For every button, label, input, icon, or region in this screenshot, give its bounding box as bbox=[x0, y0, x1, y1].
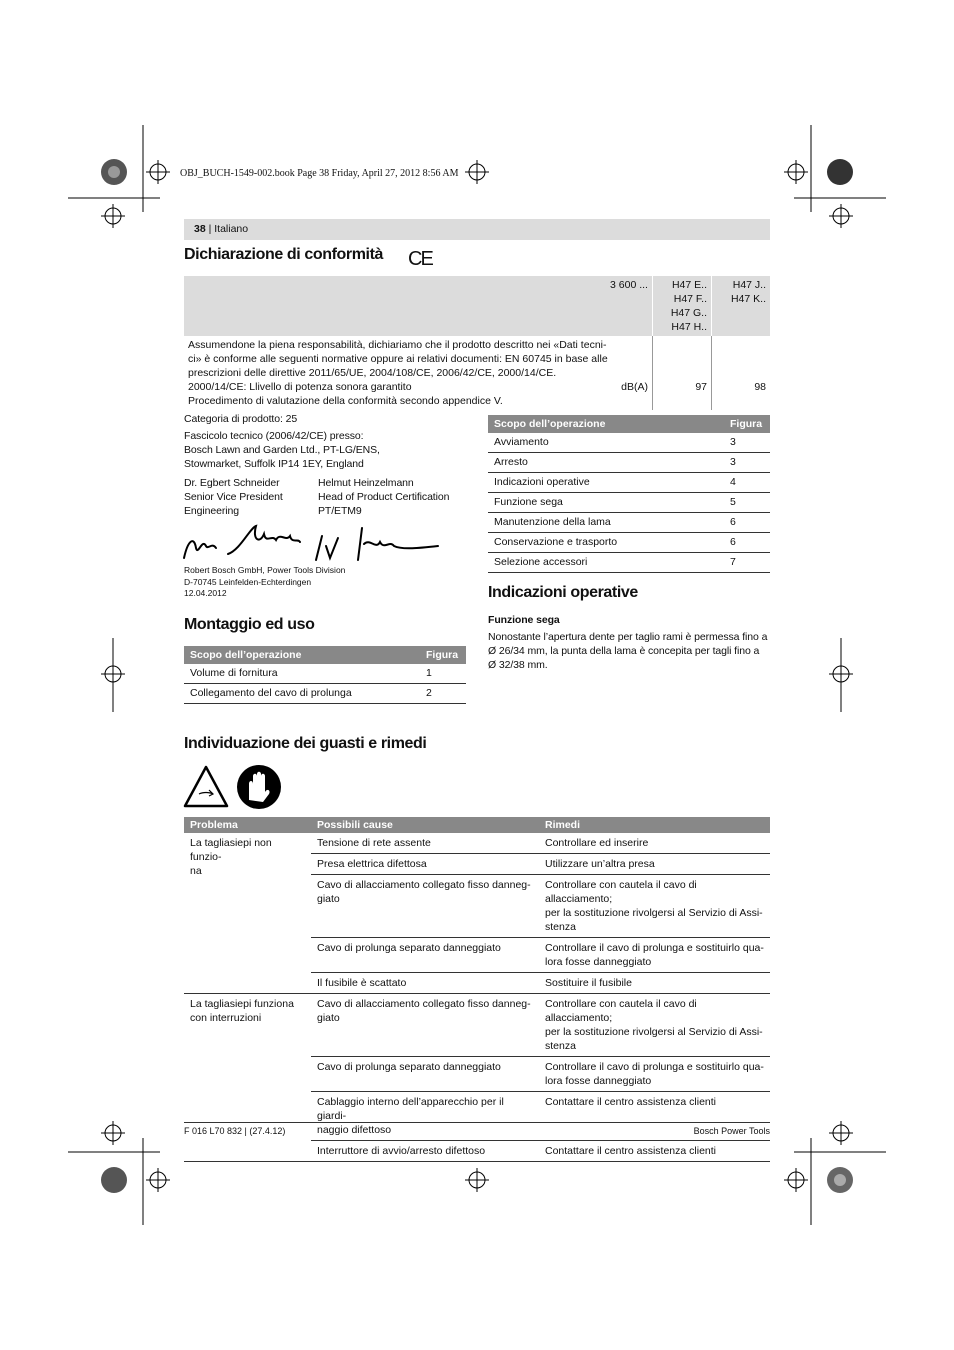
problem-cell bbox=[184, 994, 311, 1162]
col-header: Scopo dell’operazione bbox=[184, 646, 420, 664]
remedy-line: Contattare il centro assistenza clienti bbox=[545, 1145, 716, 1157]
cause-line: Cablaggio interno dell’apparecchio per il giardi- bbox=[317, 1096, 504, 1122]
cause-line: Cavo di prolunga separato danneggiato bbox=[317, 1061, 501, 1073]
cause-cell bbox=[311, 1092, 539, 1141]
table-row bbox=[488, 513, 770, 533]
cause-cell bbox=[311, 833, 539, 854]
conformity-title: Dichiarazione di conformità bbox=[184, 246, 384, 263]
company-info bbox=[184, 565, 345, 600]
conformity-text bbox=[184, 336, 652, 410]
cell: 4 bbox=[724, 473, 770, 493]
remedy-line: stenza bbox=[545, 921, 576, 933]
cell: Conservazione e trasporto bbox=[488, 533, 724, 553]
cell: 6 bbox=[724, 513, 770, 533]
assembly-title: Montaggio ed uso bbox=[184, 616, 315, 633]
remedy-cell bbox=[539, 994, 770, 1057]
cause-line: Cavo di allacciamento collegato fisso danneg- bbox=[317, 998, 531, 1010]
col-header: Rimedi bbox=[539, 817, 770, 833]
variant-b-1: H47 K.. bbox=[730, 293, 766, 305]
value-a: 97 bbox=[652, 336, 711, 410]
cause-cell bbox=[311, 854, 539, 875]
remedy-line: stenza bbox=[545, 1040, 576, 1052]
remedy-cell bbox=[539, 938, 770, 973]
cause-line: Presa elettrica difettosa bbox=[317, 858, 427, 870]
warning-triangle-icon bbox=[185, 767, 227, 806]
operations-table bbox=[488, 415, 770, 573]
category: Categoria di prodotto: 25 bbox=[184, 413, 298, 425]
remedy-cell bbox=[539, 1141, 770, 1162]
table-row bbox=[488, 493, 770, 513]
gloves-icon bbox=[237, 765, 281, 809]
instructions-line: Nonostante l’apertura dente per taglio rami è permessa fino a bbox=[488, 631, 768, 643]
cell: 3 bbox=[724, 433, 770, 453]
remedy-cell bbox=[539, 854, 770, 875]
instructions-subtitle: Funzione sega bbox=[488, 614, 560, 626]
remedy-cell bbox=[539, 833, 770, 854]
col-header: Scopo dell’operazione bbox=[488, 415, 724, 433]
cell: Avviamento bbox=[488, 433, 724, 453]
cell: 3 bbox=[724, 453, 770, 473]
col-header: Figura bbox=[724, 415, 770, 433]
instructions-line: Ø 32/38 mm. bbox=[488, 659, 548, 671]
footer-brand: Bosch Power Tools bbox=[693, 1126, 770, 1136]
remedy-line: lora fosse danneggiato bbox=[545, 1075, 652, 1087]
remedy-line: Controllare il cavo di prolunga e sostituirlo qua- bbox=[545, 942, 764, 954]
conformity-header-row bbox=[184, 276, 770, 336]
cell: Volume di fornitura bbox=[184, 664, 420, 684]
conformity-line-wrap bbox=[188, 380, 648, 394]
signer-line: Dr. Egbert Schneider bbox=[184, 477, 280, 489]
conformity-line: 2000/14/CE: Llivello di potenza sonora garantito bbox=[188, 381, 412, 393]
troubleshooting-title: Individuazione dei guasti e rimedi bbox=[184, 735, 427, 752]
signer-line: Helmut Heinzelmann bbox=[318, 477, 414, 489]
problem-line: na bbox=[190, 865, 202, 877]
remedy-line: Controllare con cautela il cavo di allacciamento; bbox=[545, 879, 697, 905]
problem-line: La tagliasiepi non funzio- bbox=[190, 837, 272, 863]
table-row bbox=[184, 684, 466, 704]
cause-line: Tensione di rete assente bbox=[317, 837, 431, 849]
cell: 7 bbox=[724, 553, 770, 573]
table-row bbox=[184, 664, 466, 684]
table-row bbox=[184, 994, 770, 1057]
table-row bbox=[488, 553, 770, 573]
cause-cell bbox=[311, 1057, 539, 1092]
code-cell: 3 600 ... bbox=[184, 276, 652, 336]
variant-a-0: H47 E.. bbox=[671, 279, 707, 291]
company-line: 12.04.2012 bbox=[184, 588, 227, 598]
signer-line: PT/ETM9 bbox=[318, 505, 362, 517]
remedy-line: per la sostituzione rivolgersi al Servizio di Assi- bbox=[545, 907, 763, 919]
remedy-cell bbox=[539, 973, 770, 994]
footer-code: F 016 L70 832 | (27.4.12) bbox=[184, 1126, 286, 1136]
instructions-title: Indicazioni operative bbox=[488, 584, 638, 601]
tech-file-line: Stowmarket, Suffolk IP14 1EY, England bbox=[184, 458, 364, 470]
problem-line: con interruzioni bbox=[190, 1012, 262, 1024]
remedy-line: Sostituire il fusibile bbox=[545, 977, 632, 989]
conformity-line: ci» è conforme alle seguenti normative oppure ai relativi documenti: EN 60745 in base alle bbox=[188, 353, 608, 365]
cell: Arresto bbox=[488, 453, 724, 473]
table-row bbox=[488, 533, 770, 553]
col-header: Figura bbox=[420, 646, 466, 664]
instructions-line: Ø 26/34 mm, la punta della lama è concepita per tagli fino a bbox=[488, 645, 760, 657]
remedy-cell bbox=[539, 875, 770, 938]
cause-line: Cavo di allacciamento collegato fisso danneg- bbox=[317, 879, 531, 891]
assembly-table bbox=[184, 646, 466, 704]
cause-cell bbox=[311, 973, 539, 994]
conformity-line: Assumendone la piena responsabilità, dichiariamo che il prodotto descritto nei «Dati tecni- bbox=[188, 339, 607, 351]
safety-icons bbox=[183, 764, 285, 810]
remedy-line: per la sostituzione rivolgersi al Servizio di Assi- bbox=[545, 1026, 763, 1038]
conformity-line: prescrizioni delle direttive 2011/65/UE, 2004/108/CE, 2006/42/CE, 2000/14/CE. bbox=[188, 367, 557, 379]
remedy-line: Controllare il cavo di prolunga e sostituirlo qua- bbox=[545, 1061, 764, 1073]
cell: 6 bbox=[724, 533, 770, 553]
signer-line: Senior Vice President bbox=[184, 491, 283, 503]
print-header: OBJ_BUCH-1549-002.book Page 38 Friday, April 27, 2012 8:56 AM bbox=[180, 168, 459, 179]
table-row bbox=[184, 833, 770, 854]
company-line: D-70745 Leinfelden-Echterdingen bbox=[184, 576, 312, 587]
remedy-cell bbox=[539, 1057, 770, 1092]
cause-line: Cavo di prolunga separato danneggiato bbox=[317, 942, 501, 954]
cause-line: giato bbox=[317, 893, 340, 905]
cell: Collegamento del cavo di prolunga bbox=[184, 684, 420, 704]
page-language: Italiano bbox=[214, 223, 249, 235]
remedy-line: Controllare con cautela il cavo di allacciamento; bbox=[545, 998, 697, 1024]
conformity-line: Procedimento di valutazione della conformità secondo appendice V. bbox=[188, 395, 503, 407]
instructions-text bbox=[488, 630, 767, 672]
conformity-details bbox=[184, 412, 380, 471]
variant-a-1: H47 F.. bbox=[673, 293, 707, 305]
variant-a-2: H47 G.. bbox=[670, 307, 707, 319]
variant-b-cell bbox=[712, 276, 771, 336]
ce-mark: CE bbox=[408, 248, 432, 270]
table-row bbox=[488, 433, 770, 453]
signatures-image bbox=[180, 520, 442, 564]
troubleshooting-table bbox=[184, 817, 770, 1162]
remedy-line: Controllare ed inserire bbox=[545, 837, 649, 849]
col-header: Problema bbox=[184, 817, 311, 833]
variant-b-0: H47 J.. bbox=[732, 279, 766, 291]
cause-cell bbox=[311, 938, 539, 973]
col-header: Possibili cause bbox=[311, 817, 539, 833]
remedy-line: Utilizzare un’altra presa bbox=[545, 858, 655, 870]
page-header: 38 | Italiano bbox=[184, 219, 770, 240]
cause-line: giato bbox=[317, 1012, 340, 1024]
table-row bbox=[488, 473, 770, 493]
signer-2 bbox=[318, 476, 449, 518]
cause-cell bbox=[311, 1141, 539, 1162]
unit-label: dB(A) bbox=[621, 381, 648, 393]
tech-file-line: Bosch Lawn and Garden Ltd., PT-LG/ENS, bbox=[184, 444, 380, 456]
cell: 5 bbox=[724, 493, 770, 513]
variant-a-cell bbox=[652, 276, 711, 336]
cell: Manutenzione della lama bbox=[488, 513, 724, 533]
tech-file-line: Fascicolo tecnico (2006/42/CE) presso: bbox=[184, 430, 364, 442]
cause-line: Interruttore di avvio/arresto difettoso bbox=[317, 1145, 486, 1157]
page-number: 38 bbox=[194, 223, 206, 235]
cause-line: naggio difettoso bbox=[317, 1124, 392, 1136]
cell: 2 bbox=[420, 684, 466, 704]
conformity-body-row bbox=[184, 336, 770, 410]
footer-divider bbox=[184, 1122, 770, 1123]
remedy-line: Contattare il centro assistenza clienti bbox=[545, 1096, 716, 1108]
cause-line: Il fusibile è scattato bbox=[317, 977, 407, 989]
cell: Selezione accessori bbox=[488, 553, 724, 573]
table-row bbox=[488, 453, 770, 473]
problem-cell bbox=[184, 833, 311, 994]
conformity-table bbox=[184, 276, 770, 410]
value-b: 98 bbox=[712, 336, 771, 410]
signer-1 bbox=[184, 476, 283, 518]
cell: Funzione sega bbox=[488, 493, 724, 513]
cell: Indicazioni operative bbox=[488, 473, 724, 493]
cause-cell bbox=[311, 875, 539, 938]
remedy-line: lora fosse danneggiato bbox=[545, 956, 652, 968]
variant-a-3: H47 H.. bbox=[671, 321, 707, 333]
cause-cell bbox=[311, 994, 539, 1057]
company-line: Robert Bosch GmbH, Power Tools Division bbox=[184, 565, 346, 575]
signer-line: Engineering bbox=[184, 505, 239, 517]
cell: 1 bbox=[420, 664, 466, 684]
problem-line: La tagliasiepi funziona bbox=[190, 998, 294, 1010]
signer-line: Head of Product Certification bbox=[318, 491, 450, 503]
